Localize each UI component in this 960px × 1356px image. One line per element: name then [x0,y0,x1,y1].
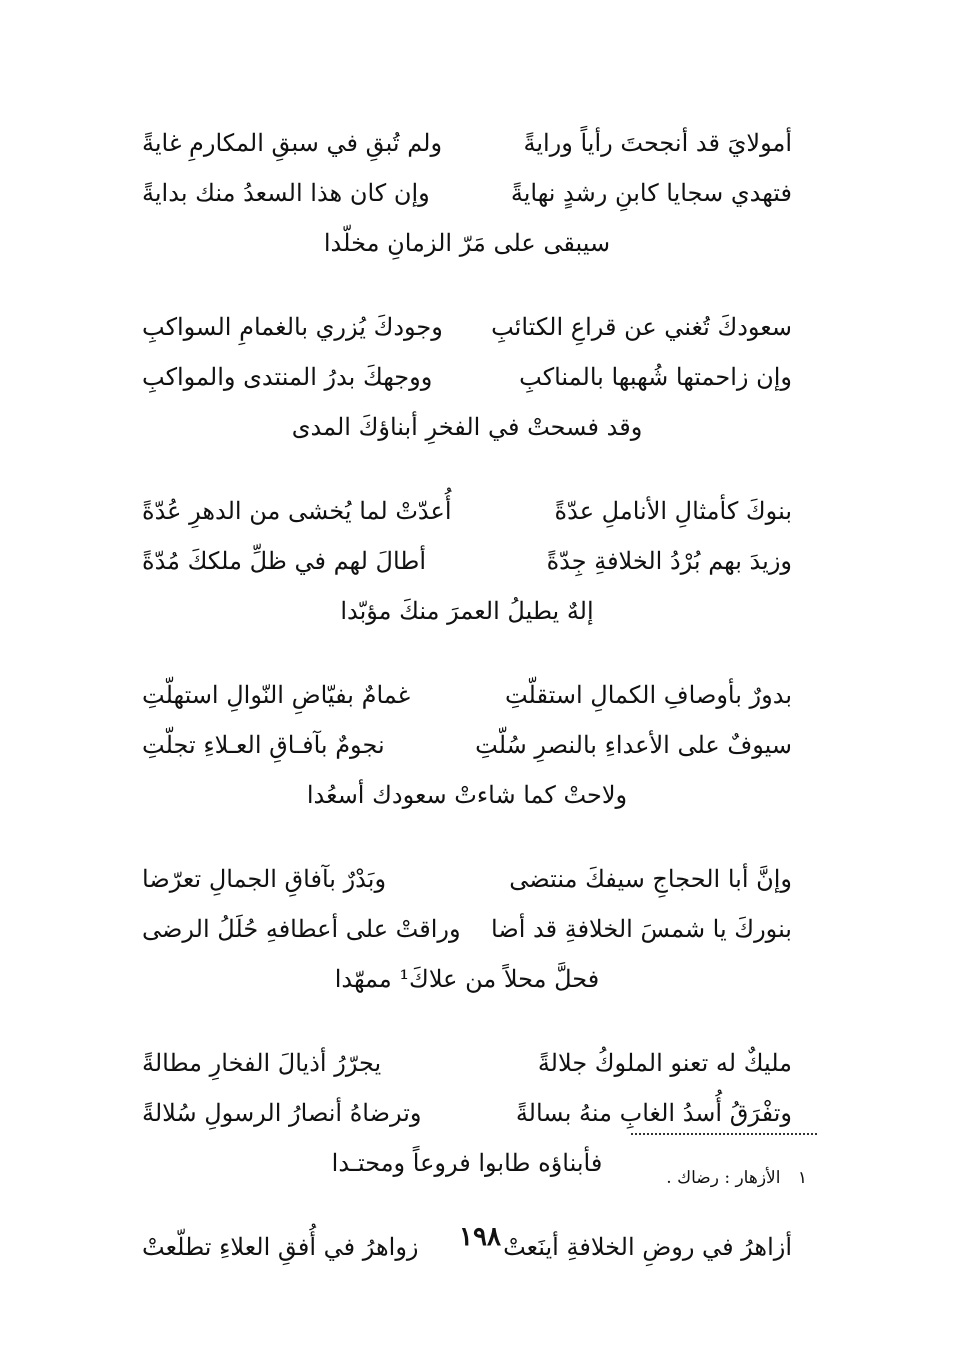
poem [142,118,792,1306]
verse-line [142,720,792,770]
second-hemistich: أطالَ لهم في ظلِّ ملككَ مُدّةً [142,547,427,575]
second-hemistich: يجرّرُ أذيالَ الفخارِ مطالةً [142,1049,382,1077]
second-hemistich: وراقتْ على أعطافهِ حُلَلُ الرضى [142,915,461,943]
second-hemistich: وبَدْرٌ بآفاقِ الجمالِ تعرّضا [142,865,387,893]
verse-line [142,168,792,218]
second-hemistich: ووجهكَ بدرُ المنتدى والمواكبِ [142,363,433,391]
verse-line [142,352,792,402]
first-hemistich: وزيدَ بهم بُرْدُ الخلافةِ جِدّةً [546,547,792,575]
second-hemistich: ولم تُبقِ في سبقِ المكارمِ غايةً [142,129,443,157]
verse-line [142,118,792,168]
footnote-divider [631,1133,817,1135]
refrain-line: سيبقى على مَرّ الزمانِ مخلّدا [323,229,611,257]
second-hemistich: وجودكَ يُزري بالغمامِ السواكبِ [142,313,443,341]
first-hemistich: سعودكَ تُغني عن قراعِ الكتائبِ [491,313,792,341]
second-hemistich: زواهرُ في أُفقِ العلاءِ تطلّعتْ [142,1233,419,1261]
refrain-line: وقد فسحتْ في الفخرِ أبناؤكَ المدى [291,413,643,441]
first-hemistich: مليكٌ له تعنو الملوكُ جلالةً [537,1049,792,1077]
second-hemistich: غمامٌ بفيّاضِ النّوالِ استهلّتِ [142,681,411,709]
refrain-line: فأبناؤه طابوا فروعاً ومحتـدا [331,1149,603,1177]
stanza-2 [142,302,792,452]
first-hemistich: وإنَّ أبا الحجاجِ سيفكَ منتضى [509,865,792,893]
verse-line [142,854,792,904]
second-hemistich: وإن كان هذا السعدُ منك بدايةً [142,179,430,207]
footnote-text: الأزهار : رضاك . [666,1168,781,1188]
refrain-line: ولاحتْ كما شاءتْ سعودك أسعُدا [306,781,628,809]
stanza-1 [142,118,792,268]
first-hemistich: بنوركَ يا شمسَ الخلافةِ قد أضا [491,915,792,943]
page-number: ١٩٨ [459,1222,501,1252]
verse-line [142,904,792,954]
stanza-6 [142,1038,792,1188]
second-hemistich: أُعدّتْ لما يُخشى من الدهرِ عُدّةً [142,497,452,525]
first-hemistich: أزاهرُ في روضِ الخلافةِ أينَعتْ [503,1233,792,1261]
first-hemistich: سيوفٌ على الأعداءِ بالنصرِ سُلّتِ [475,731,792,759]
refrain-line: إلهٌ يطيلُ العمرَ منكَ مؤبّدا [340,597,594,625]
first-hemistich: فتهدي سجايا كابنِ رشدٍ نهايةً [510,179,792,207]
first-hemistich: أمولايَ قد أنجحتَ رأياً ورايةً [523,129,792,157]
first-hemistich: بدورٌ بأوصافِ الكمالِ استقلّتِ [504,681,792,709]
first-hemistich: وإن زاحمتها شُهبها بالمناكبِ [519,363,792,391]
footnote [666,1168,807,1188]
verse-line [142,1088,792,1138]
stanza-3 [142,486,792,636]
refrain-line: فحلَّ محلاً من علاكَ¹ ممهّدا [334,965,600,993]
second-hemistich: نجومٌ بآفـاقِ العـلاءِ تجلّتِ [142,731,385,759]
verse-line [142,486,792,536]
second-hemistich: وترضاهُ أنصارُ الرسولِ سُلالةً [142,1099,422,1127]
footnote-number: ١ [797,1168,807,1188]
verse-line [142,1038,792,1088]
verse-line [142,302,792,352]
first-hemistich: وتفْرَقُ أُسدُ الغابِ منهُ بسالةً [515,1099,792,1127]
first-hemistich: بنوكَ كأمثالِ الأناملِ عدّةً [554,497,792,525]
stanza-5 [142,854,792,1004]
verse-line [142,670,792,720]
stanza-4 [142,670,792,820]
verse-line [142,536,792,586]
